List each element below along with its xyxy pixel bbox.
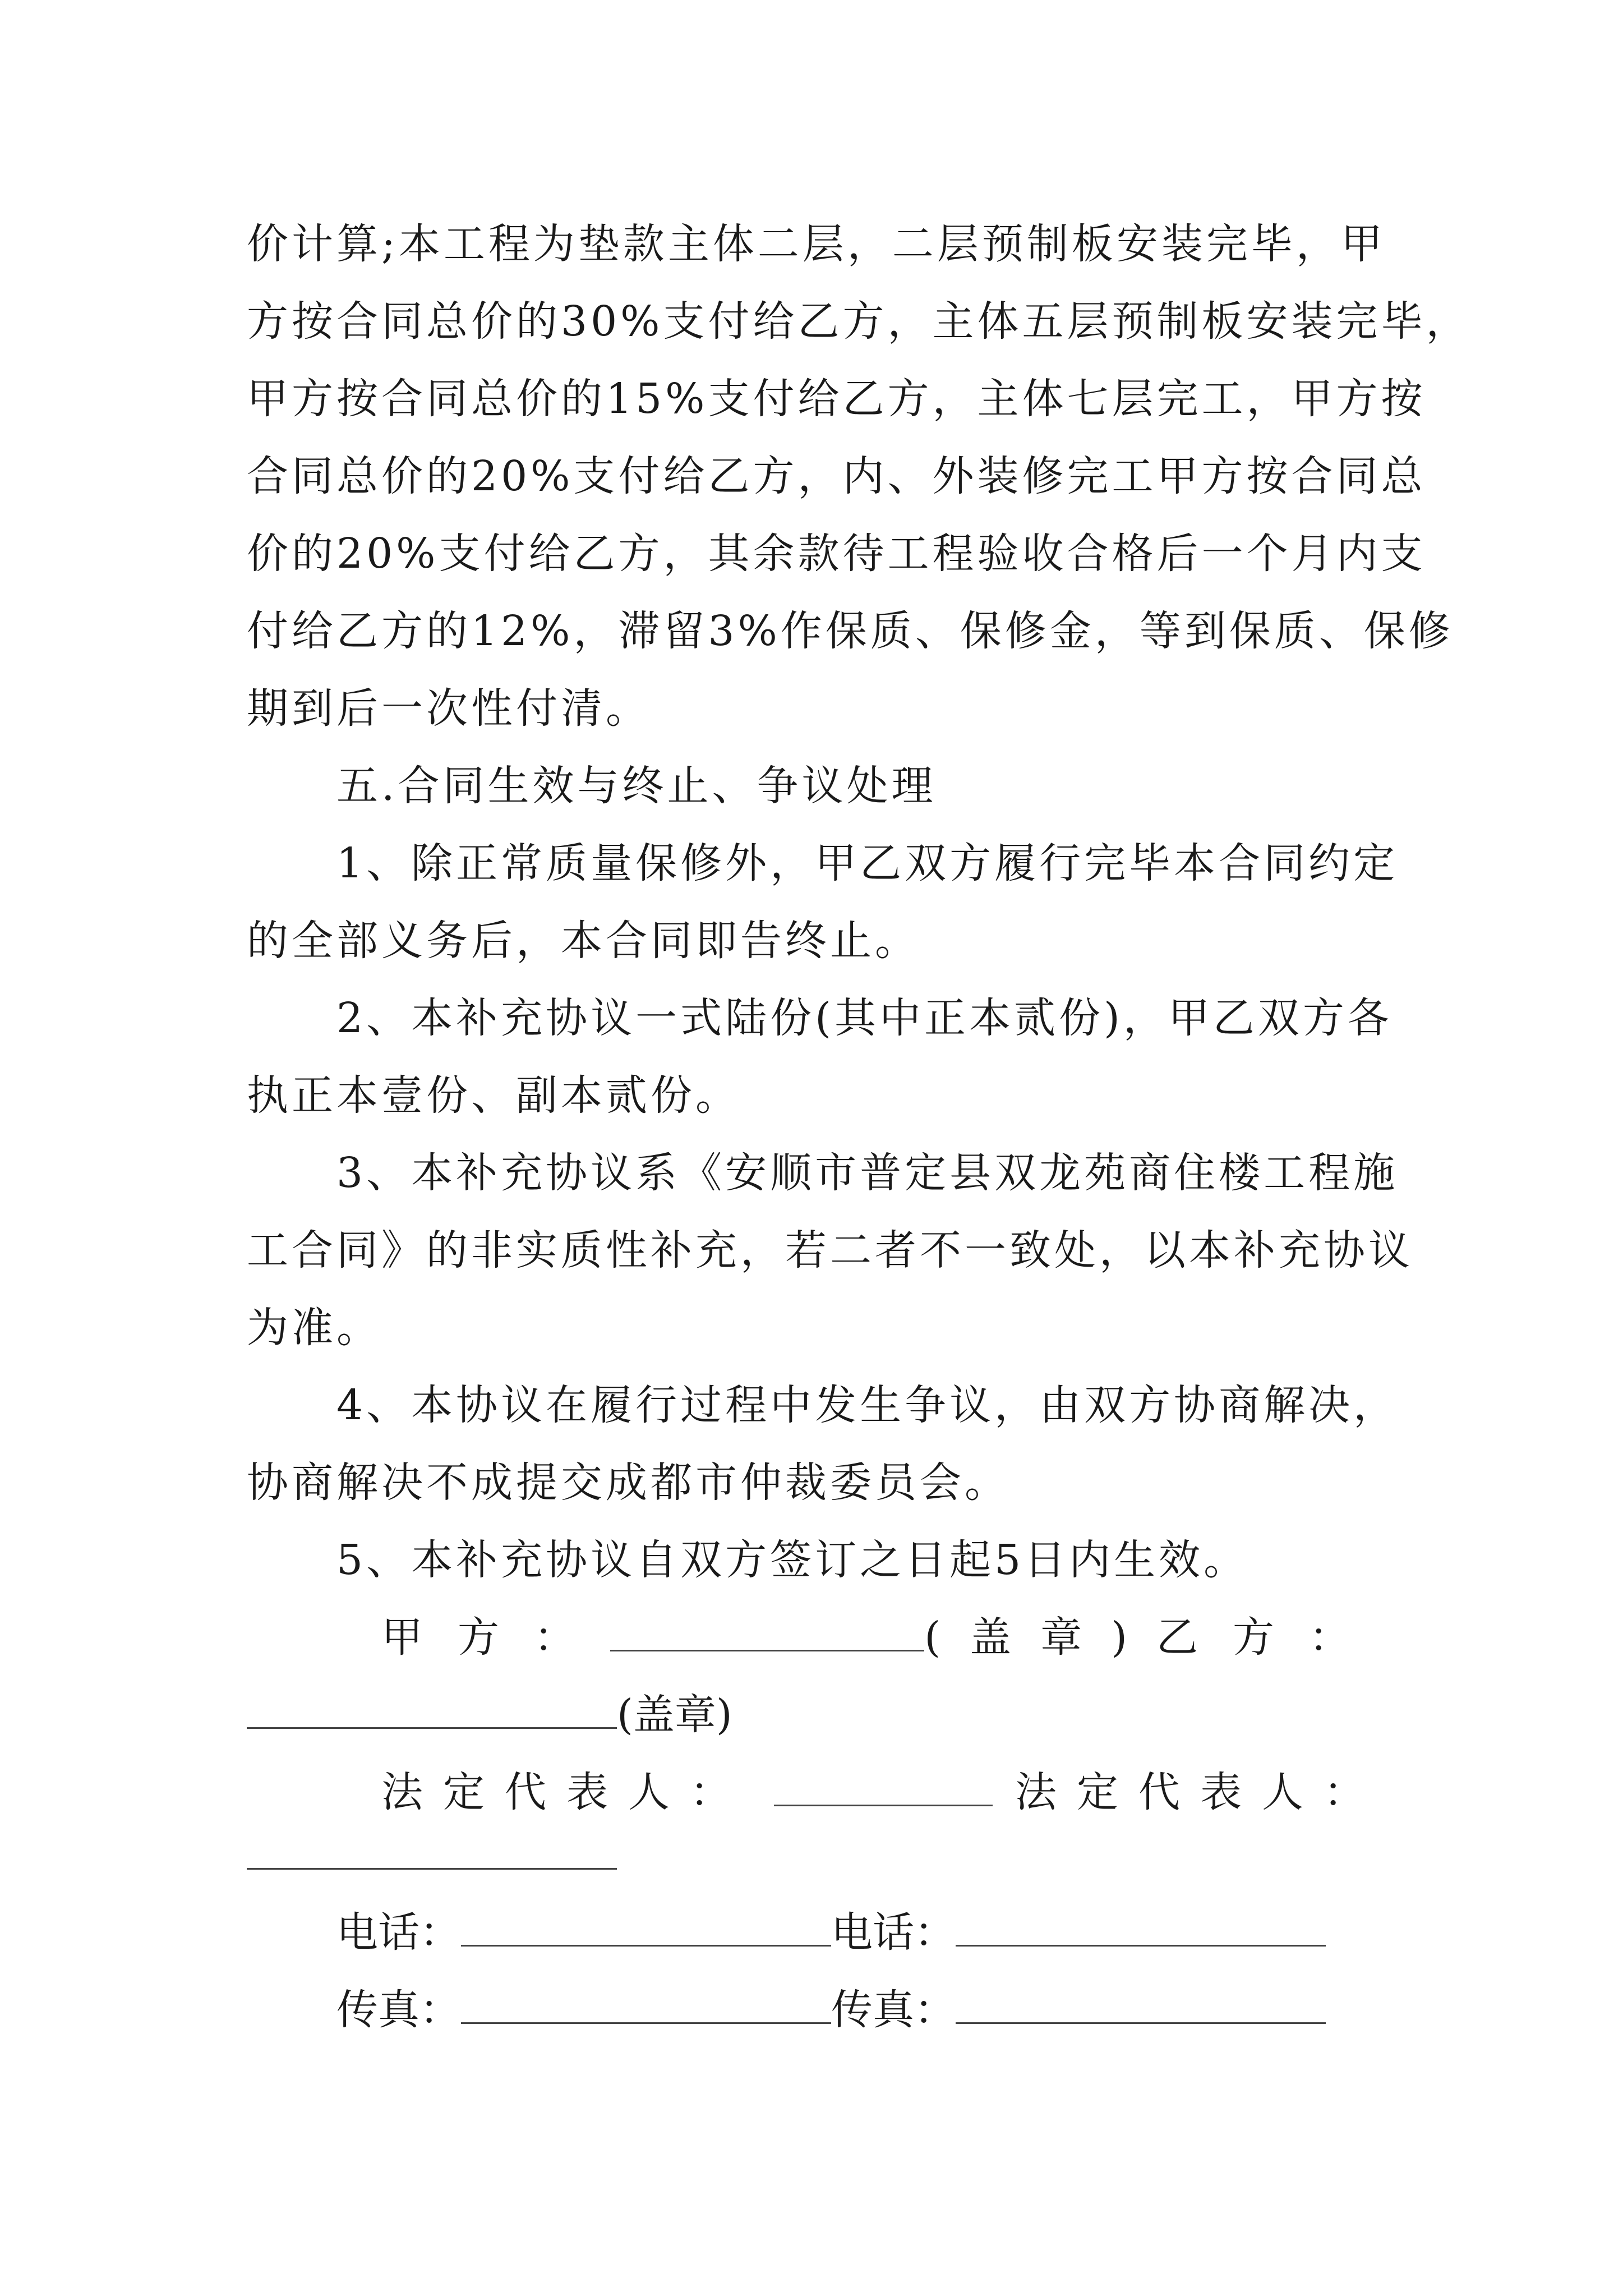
- fax-a-label: 传真：: [336, 1986, 461, 2034]
- party-b-label: 乙方：: [1156, 1613, 1385, 1662]
- party-a-signature-blank[interactable]: [610, 1616, 924, 1651]
- legal-rep-b-label: 法定代表人：: [1015, 1768, 1385, 1816]
- clause-3-line: 为准。: [247, 1304, 381, 1352]
- phone-row: [336, 1893, 1326, 1972]
- phone-a-blank[interactable]: [461, 1911, 831, 1947]
- clause-4-line: 协商解决不成提交成都市仲裁委员会。: [247, 1458, 1009, 1507]
- phone-b-blank[interactable]: [956, 1911, 1326, 1947]
- legal-rep-b-blank[interactable]: [247, 1868, 617, 1870]
- clause-3-line: 工合同》的非实质性补充，若二者不一致处，以本补充协议: [247, 1226, 1413, 1274]
- clause-2-line: 2、本补充协议一式陆份(其中正本贰份)，甲乙双方各: [336, 994, 1393, 1042]
- fax-a-blank[interactable]: [461, 1989, 831, 2024]
- fax-b-label: 传真：: [831, 1986, 956, 2034]
- paragraph-line: 甲方按合同总价的15%支付给乙方，主体七层完工，甲方按: [247, 375, 1426, 423]
- paragraph-line: 期到后一次性付清。: [247, 684, 651, 733]
- party-a-label: 甲方：: [381, 1613, 610, 1662]
- paragraph-line: 价的20%支付给乙方，其余款待工程验收合格后一个月内支: [247, 530, 1426, 578]
- party-b-signature-row: [247, 1676, 732, 1754]
- phone-b-label: 电话：: [831, 1908, 956, 1957]
- party-a-seal: (盖章): [924, 1613, 1156, 1662]
- clause-5-line: 5、本补充协议自双方签订之日起5日内生效。: [336, 1536, 1249, 1584]
- legal-rep-row: [381, 1753, 1385, 1832]
- clause-3-line: 3、本补充协议系《安顺市普定县双龙苑商住楼工程施: [336, 1149, 1399, 1197]
- clause-1-line: 1、除正常质量保修外，甲乙双方履行完毕本合同约定: [336, 839, 1399, 887]
- clause-1-line: 的全部义务后，本合同即告终止。: [247, 917, 920, 965]
- paragraph-line: 价计算;本工程为垫款主体二层，二层预制板安装完毕，甲: [247, 220, 1386, 268]
- fax-row: [336, 1971, 1326, 2049]
- fax-b-blank[interactable]: [956, 1989, 1326, 2024]
- phone-a-label: 电话：: [336, 1908, 461, 1957]
- party-b-signature-blank[interactable]: [247, 1694, 617, 1729]
- clause-4-line: 4、本协议在履行过程中发生争议，由双方协商解决，: [336, 1381, 1399, 1429]
- paragraph-line: 方按合同总价的30%支付给乙方，主体五层预制板安装完毕，: [247, 297, 1471, 346]
- signature-party-row: [381, 1598, 1385, 1677]
- paragraph-line: 付给乙方的12%，滞留3%作保质、保修金，等到保质、保修: [247, 607, 1454, 655]
- section-heading: 五.合同生效与终止、争议处理: [336, 762, 937, 810]
- clause-2-line: 执正本壹份、副本贰份。: [247, 1071, 740, 1120]
- legal-rep-a-label: 法定代表人：: [381, 1768, 751, 1816]
- party-b-seal: (盖章): [617, 1691, 732, 1739]
- paragraph-line: 合同总价的20%支付给乙方，内、外装修完工甲方按合同总: [247, 452, 1426, 500]
- legal-rep-a-blank[interactable]: [774, 1771, 993, 1806]
